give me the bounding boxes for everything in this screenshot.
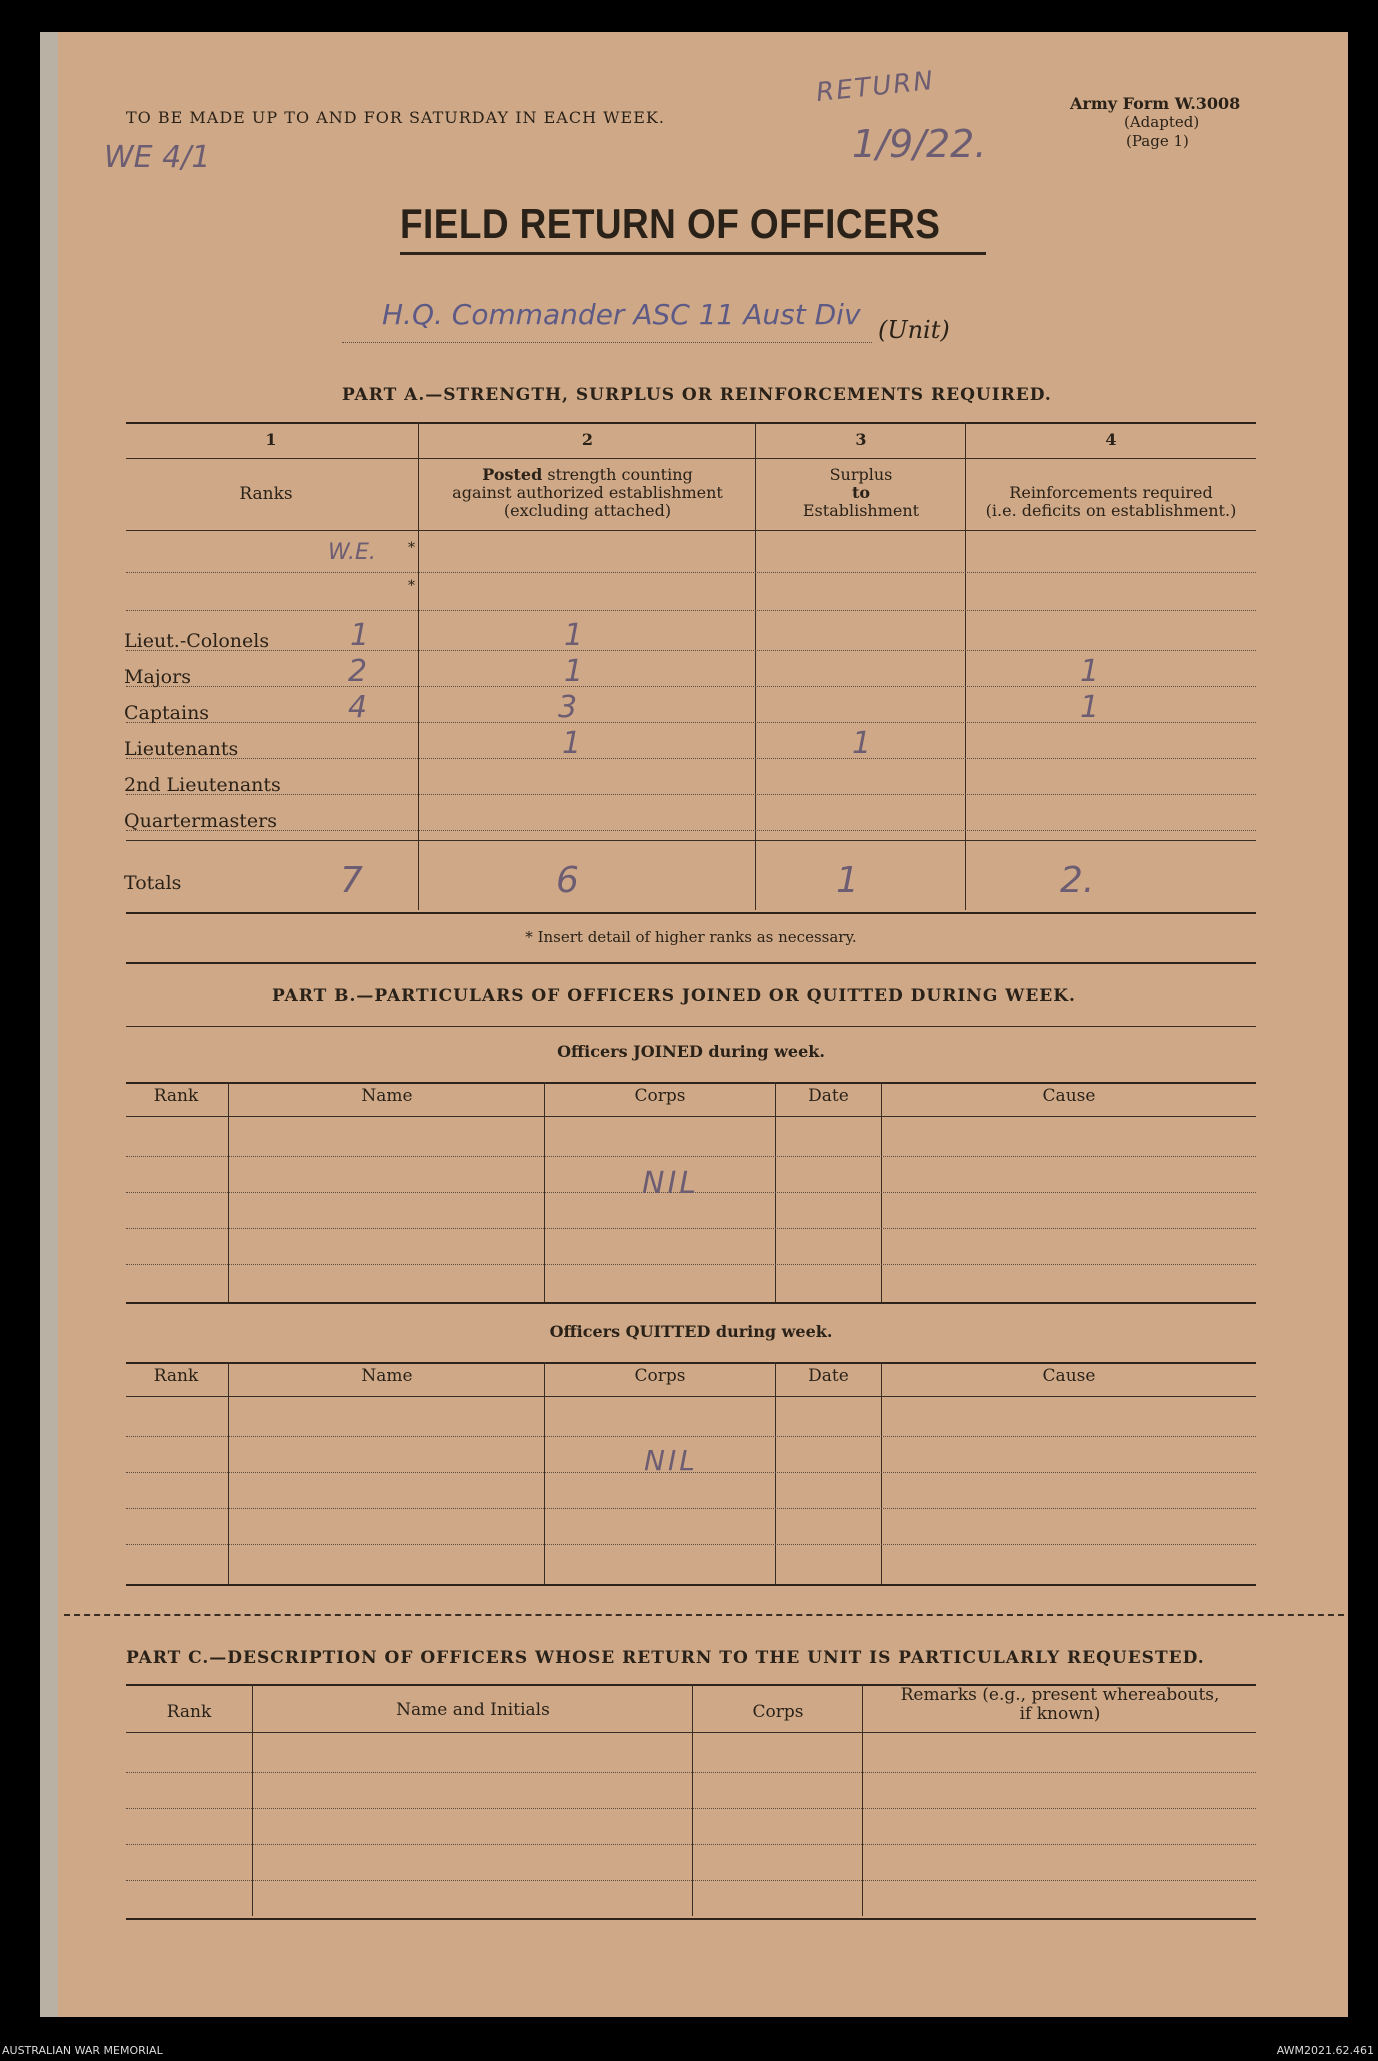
part-c-col-remarks — [864, 1686, 1256, 1724]
cut-line — [64, 1614, 1344, 1616]
part-a-end-rule — [126, 962, 1256, 964]
joined-divider-1 — [228, 1082, 229, 1304]
joined-divider-3 — [775, 1082, 776, 1304]
rank-majors: Majors — [124, 666, 191, 688]
totals-we: 7 — [340, 860, 363, 901]
quitted-col-date: Date — [808, 1366, 849, 1386]
col-number-1: 1 — [265, 430, 277, 449]
part-c-divider-3 — [862, 1684, 863, 1916]
joined-row-rule — [126, 1228, 1256, 1229]
handwritten-nil-joined: NIL — [642, 1166, 700, 1201]
part-c-divider-2 — [692, 1684, 693, 1916]
col-number-4: 4 — [1105, 430, 1117, 449]
col-posted-line2: against authorized establishment — [452, 483, 723, 502]
we-lieut-colonels: 1 — [350, 618, 370, 653]
handwritten-we-heading: W.E. — [328, 540, 376, 565]
part-c-heading: PART C.—DESCRIPTION OF OFFICERS WHOSE RETURN TO THE UNIT IS PARTICULARLY REQUESTED. — [126, 1648, 1205, 1668]
joined-bottom-rule — [126, 1302, 1256, 1304]
asterisk-2: * — [408, 578, 415, 594]
quitted-header-rule — [126, 1396, 1256, 1397]
part-a-col-divider-2 — [755, 422, 756, 910]
remarks-line1: Remarks (e.g., present whereabouts, — [900, 1685, 1220, 1705]
part-c-col-name: Name and Initials — [396, 1700, 550, 1720]
col-surplus-line3: Establishment — [802, 501, 920, 520]
row-rule-5 — [126, 794, 1256, 795]
quitted-col-name: Name — [361, 1366, 413, 1386]
row-rule-2 — [126, 686, 1256, 687]
col-number-rule — [126, 458, 1256, 459]
form-instruction: TO BE MADE UP TO AND FOR SATURDAY IN EACH WEEK. — [126, 108, 665, 127]
col-number-2: 2 — [581, 430, 594, 449]
part-c-divider-1 — [252, 1684, 253, 1916]
totals-label: Totals — [124, 872, 182, 894]
col-surplus-line2: to — [851, 483, 871, 502]
row-rule-4 — [126, 758, 1256, 759]
part-a-col-divider-3 — [965, 422, 966, 910]
part-c-row-rule — [126, 1844, 1256, 1845]
we-majors: 2 — [348, 654, 368, 689]
col-posted-line3: (excluding attached) — [503, 501, 672, 520]
handwritten-return-label: RETURN — [814, 65, 937, 109]
form-adapted: (Adapted) — [1124, 113, 1200, 131]
row-rule-6 — [126, 830, 1256, 831]
col-surplus-line1: Surplus — [829, 465, 893, 484]
asterisk-row-rule-1 — [126, 572, 1256, 573]
posted-majors: 1 — [564, 654, 584, 689]
col-reinf-line2: (i.e. deficits on establishment.) — [985, 501, 1237, 520]
col-ranks-header: Ranks — [239, 484, 293, 504]
handwritten-we-note: WE 4/1 — [104, 140, 211, 175]
quitted-top-rule — [126, 1362, 1256, 1364]
row-rule-1 — [126, 650, 1256, 651]
paper-edge — [40, 32, 58, 2017]
part-a-top-rule — [126, 422, 1256, 424]
part-b-heading: PART B.—PARTICULARS OF OFFICERS JOINED OR QUITTED DURING WEEK. — [272, 986, 1076, 1006]
rank-lieut-colonels: Lieut.-Colonels — [124, 630, 270, 652]
rank-captains: Captains — [124, 702, 210, 724]
totals-reinf: 2. — [1060, 860, 1095, 901]
part-c-bottom-rule — [126, 1918, 1256, 1920]
page-title: FIELD RETURN OF OFFICERS — [400, 200, 941, 247]
part-c-header-rule — [126, 1732, 1256, 1733]
col-posted-bold: Posted — [482, 465, 543, 484]
part-b-rule — [126, 1026, 1256, 1027]
asterisk-row-rule-2 — [126, 610, 1256, 611]
remarks-line2: if known) — [1019, 1704, 1101, 1724]
form-number: Army Form W.3008 — [1070, 94, 1241, 113]
handwritten-nil-quitted: NIL — [644, 1444, 698, 1477]
joined-col-corps: Corps — [634, 1086, 686, 1106]
quitted-col-corps: Corps — [634, 1366, 686, 1386]
reinf-majors: 1 — [1080, 654, 1100, 689]
we-captains: 4 — [348, 690, 368, 725]
surplus-lieutenants: 1 — [852, 726, 872, 761]
reinf-captains: 1 — [1080, 690, 1100, 725]
posted-lieut-colonels: 1 — [564, 618, 584, 653]
handwritten-unit-name: H.Q. Commander ASC 11 Aust Div — [382, 298, 861, 331]
joined-row-rule — [126, 1264, 1256, 1265]
joined-row-rule — [126, 1156, 1256, 1157]
quitted-divider-3 — [775, 1362, 776, 1584]
col-posted-header — [420, 466, 755, 520]
joined-divider-2 — [544, 1082, 545, 1304]
part-c-col-corps: Corps — [752, 1702, 804, 1722]
row-rule-3 — [126, 722, 1256, 723]
joined-col-date: Date — [808, 1086, 849, 1106]
joined-col-name: Name — [361, 1086, 413, 1106]
totals-surplus: 1 — [836, 860, 859, 901]
joined-divider-4 — [881, 1082, 882, 1304]
quitted-divider-2 — [544, 1362, 545, 1584]
header-bottom-rule — [126, 530, 1256, 531]
joined-top-rule — [126, 1082, 1256, 1084]
joined-title: Officers JOINED during week. — [557, 1042, 825, 1061]
col-reinf-header — [966, 484, 1256, 520]
col-number-3: 3 — [855, 430, 867, 449]
quitted-row-rule — [126, 1508, 1256, 1509]
footer-credit: AUSTRALIAN WAR MEMORIAL — [2, 2044, 163, 2057]
col-surplus-header — [756, 466, 966, 520]
quitted-bottom-rule — [126, 1584, 1256, 1586]
part-a-heading: PART A.—STRENGTH, SURPLUS OR REINFORCEMENTS REQUIRED. — [342, 385, 1052, 405]
col-reinf-line1: Reinforcements required — [1009, 483, 1213, 502]
part-c-row-rule — [126, 1808, 1256, 1809]
posted-lieutenants: 1 — [562, 726, 582, 761]
joined-col-rank: Rank — [153, 1086, 199, 1106]
part-c-row-rule — [126, 1772, 1256, 1773]
form-page: (Page 1) — [1126, 132, 1189, 150]
quitted-col-rank: Rank — [153, 1366, 199, 1386]
joined-header-rule — [126, 1116, 1256, 1117]
totals-bottom-rule — [126, 912, 1256, 914]
part-a-col-divider-1 — [418, 422, 419, 910]
rank-2nd-lieutenants: 2nd Lieutenants — [124, 774, 281, 796]
quitted-row-rule — [126, 1436, 1256, 1437]
quitted-row-rule — [126, 1544, 1256, 1545]
totals-top-rule — [126, 840, 1256, 841]
unit-label: (Unit) — [878, 316, 950, 344]
col-posted-rest: strength counting — [542, 465, 693, 484]
part-a-footnote: * Insert detail of higher ranks as necessary. — [525, 928, 857, 946]
footer-accession: AWM2021.62.461 — [1276, 2044, 1374, 2057]
totals-posted: 6 — [556, 860, 579, 901]
part-c-row-rule — [126, 1880, 1256, 1881]
asterisk-1: * — [408, 540, 415, 556]
quitted-divider-4 — [881, 1362, 882, 1584]
quitted-title: Officers QUITTED during week. — [549, 1322, 833, 1341]
posted-captains: 3 — [558, 690, 578, 725]
quitted-divider-1 — [228, 1362, 229, 1584]
rank-lieutenants: Lieutenants — [124, 738, 239, 760]
joined-col-cause: Cause — [1042, 1086, 1096, 1106]
handwritten-return-date: 1/9/22. — [852, 122, 987, 166]
unit-dotted-line — [342, 342, 872, 343]
rank-quartermasters: Quartermasters — [124, 810, 277, 832]
quitted-col-cause: Cause — [1042, 1366, 1096, 1386]
title-underline — [400, 252, 986, 255]
part-c-col-rank: Rank — [166, 1702, 212, 1722]
